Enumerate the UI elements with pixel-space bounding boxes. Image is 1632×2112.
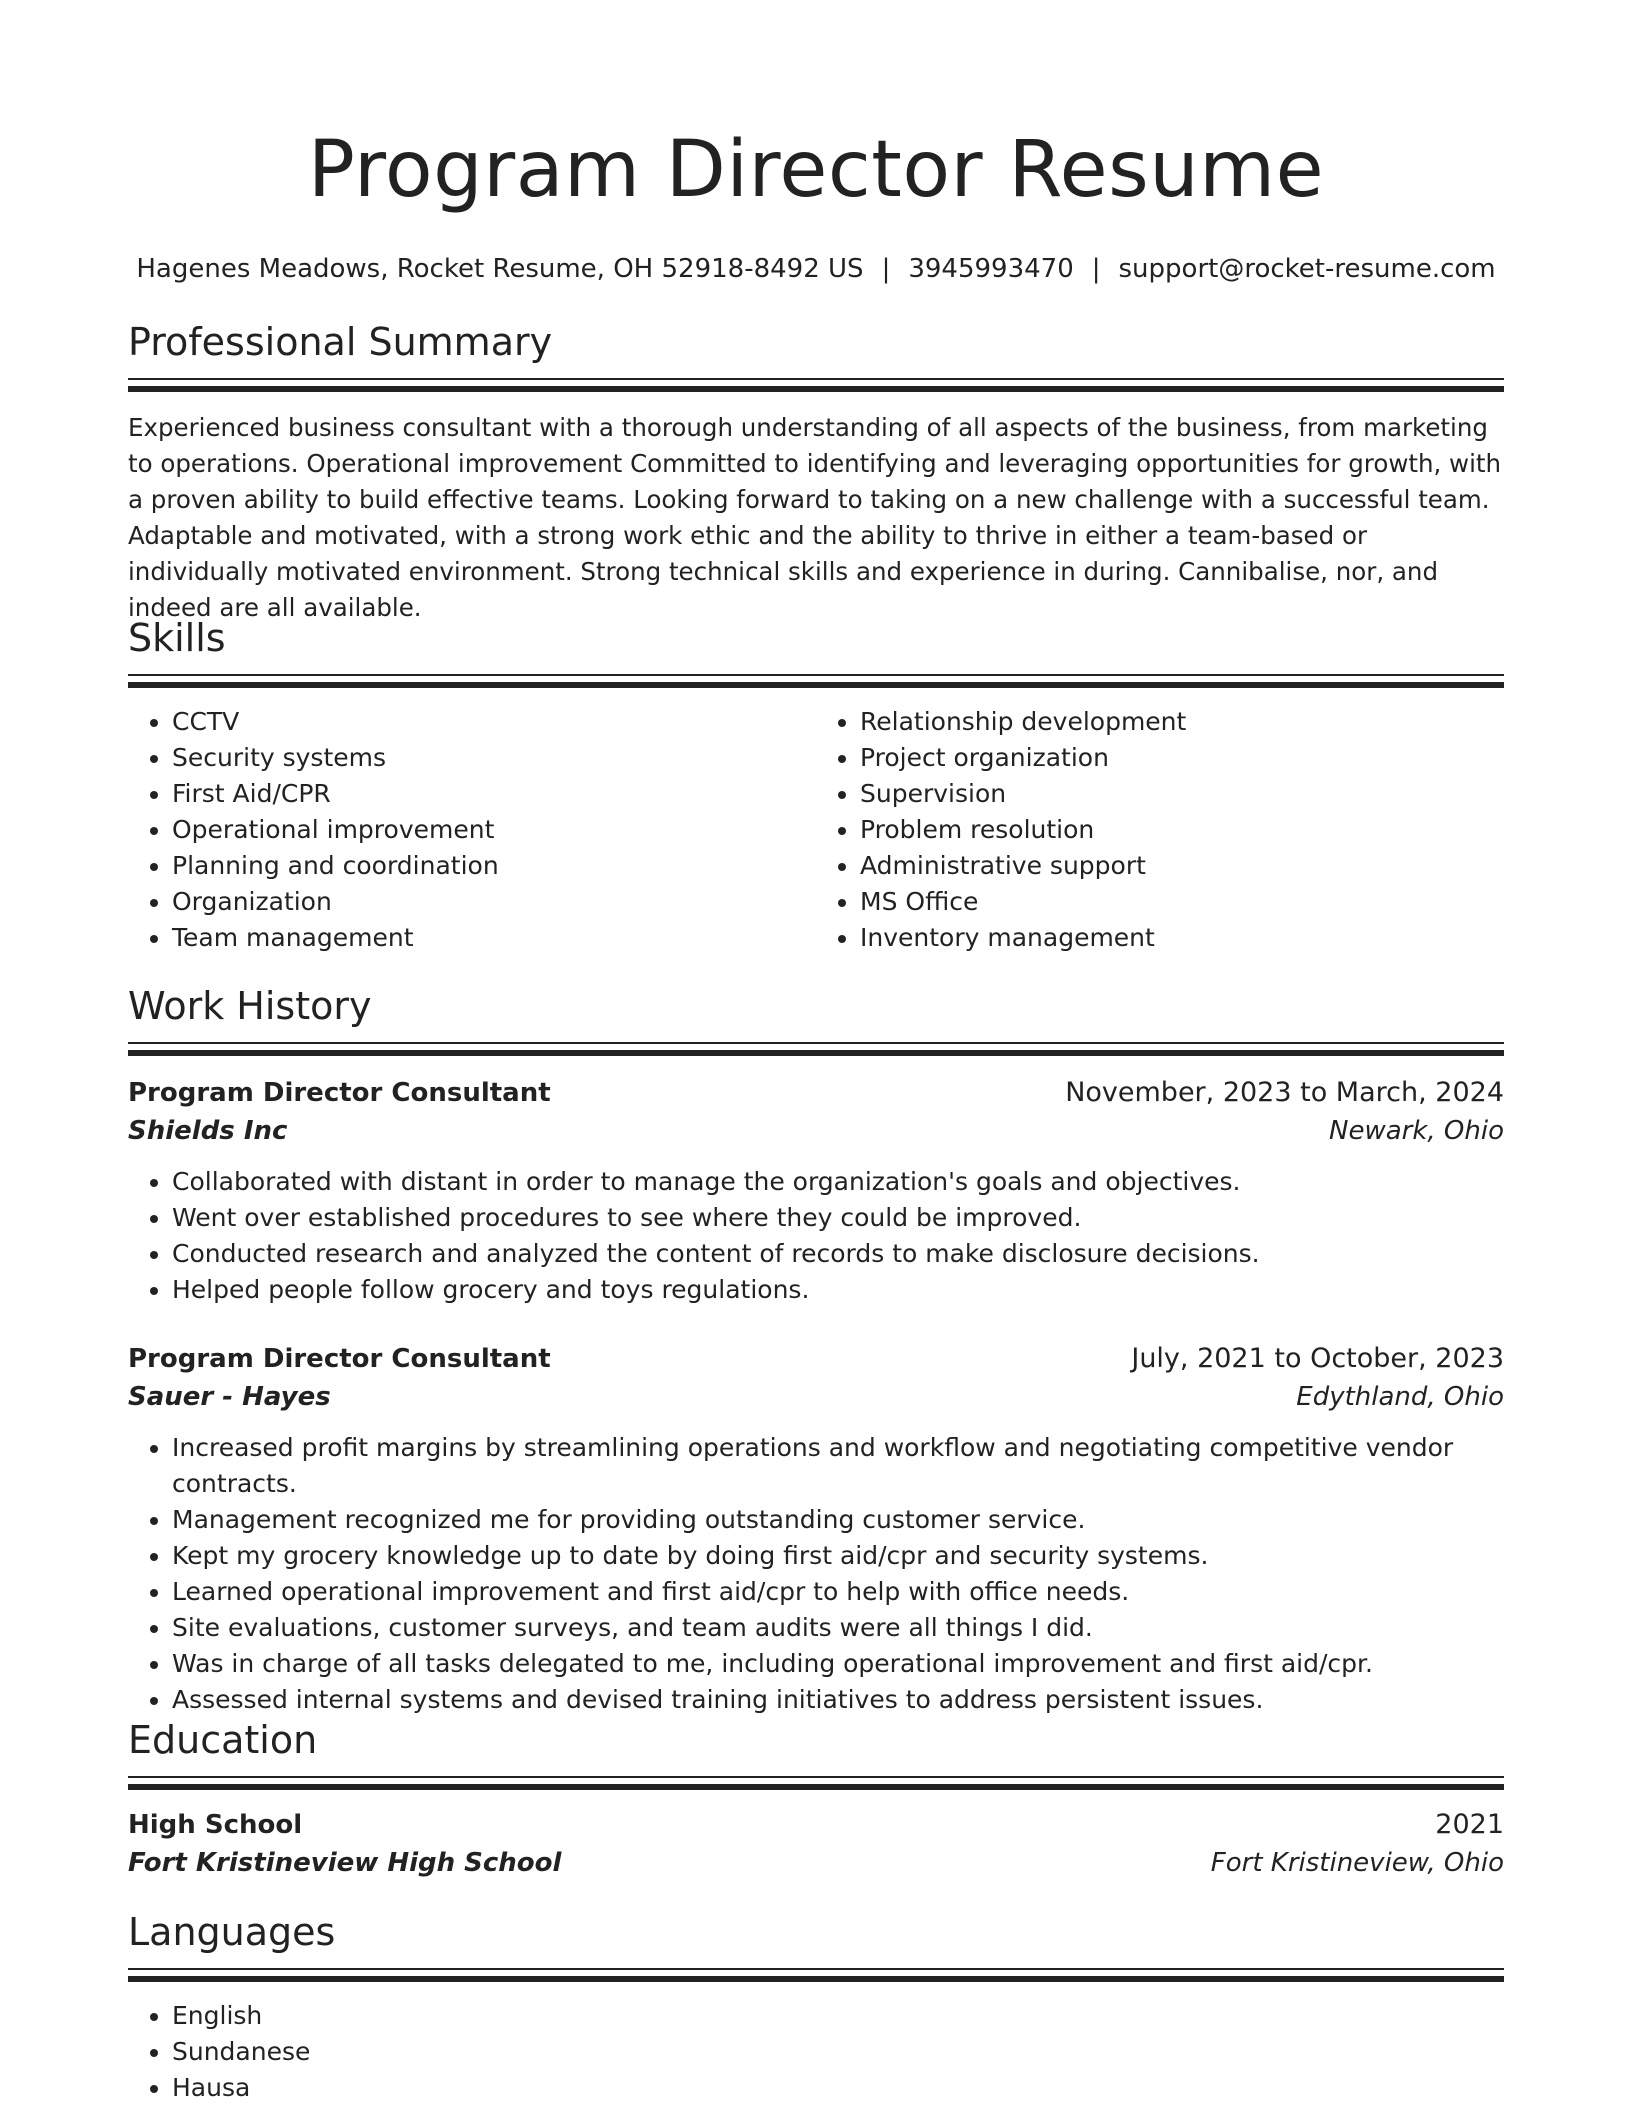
education-degree: High School bbox=[128, 1810, 303, 1840]
skill-item: • Problem resolution bbox=[860, 812, 1504, 848]
contact-separator: | bbox=[1091, 254, 1101, 284]
job-company: Sauer - Hayes bbox=[128, 1382, 331, 1412]
job-bullet: • Helped people follow grocery and toys regulations. bbox=[172, 1272, 1504, 1308]
section-divider bbox=[128, 1968, 1504, 1982]
work-history-section bbox=[128, 982, 1504, 1718]
education-entry bbox=[128, 1806, 1504, 1882]
job-dates: November, 2023 to March, 2024 bbox=[1065, 1077, 1504, 1108]
skill-item: • CCTV bbox=[172, 704, 816, 740]
education-school: Fort Kristineview High School bbox=[128, 1848, 562, 1878]
skill-item: • Supervision bbox=[860, 776, 1504, 812]
job-entry bbox=[128, 1340, 1504, 1718]
language-item: • Hausa bbox=[172, 2070, 1504, 2106]
section-heading: Skills bbox=[128, 616, 226, 660]
section-divider bbox=[128, 378, 1504, 392]
skill-item: • MS Office bbox=[860, 884, 1504, 920]
job-entry bbox=[128, 1074, 1504, 1308]
section-divider bbox=[128, 1042, 1504, 1056]
skill-item: • Planning and coordination bbox=[172, 848, 816, 884]
job-bullets bbox=[128, 1430, 1504, 1718]
job-subheader-row bbox=[128, 1112, 1504, 1150]
contact-line bbox=[128, 252, 1504, 286]
skill-item: • Team management bbox=[172, 920, 816, 956]
contact-phone: 3945993470 bbox=[908, 254, 1074, 284]
skills-section bbox=[128, 614, 1504, 956]
contact-separator: | bbox=[881, 254, 891, 284]
section-heading: Work History bbox=[128, 984, 372, 1028]
job-bullet: • Increased profit margins by streamlining operations and workflow and negotiating competitive vendor contracts. bbox=[172, 1430, 1504, 1502]
section-divider bbox=[128, 1776, 1504, 1790]
skills-list-right bbox=[816, 704, 1504, 956]
job-location: Edythland, Ohio bbox=[1296, 1382, 1504, 1412]
job-header-row bbox=[128, 1340, 1504, 1378]
job-bullet: • Management recognized me for providing outstanding customer service. bbox=[172, 1502, 1504, 1538]
section-heading: Education bbox=[128, 1718, 318, 1762]
job-bullets bbox=[128, 1164, 1504, 1308]
skill-item: • Relationship development bbox=[860, 704, 1504, 740]
job-bullet: • Was in charge of all tasks delegated to me, including operational improvement and first aid/cpr. bbox=[172, 1646, 1504, 1682]
skill-item: • Organization bbox=[172, 884, 816, 920]
job-title: Program Director Consultant bbox=[128, 1078, 551, 1108]
contact-email: support@rocket-resume.com bbox=[1118, 254, 1496, 284]
education-location: Fort Kristineview, Ohio bbox=[1210, 1848, 1504, 1878]
summary-text: Experienced business consultant with a thorough understanding of all aspects of the business, from marketing to operations. Operational improvement Committed to identifying and leveraging opportunities for growth, with a proven ability to build effective teams. Looking forward to taking on a new challenge with a successful team. Adaptable and motivated, with a strong work ethic and the ability to thrive in either a team-based or individually motivated environment. Strong technical skills and experience in during. Cannibalise, nor, and indeed are all available. bbox=[128, 413, 1502, 622]
job-title: Program Director Consultant bbox=[128, 1344, 551, 1374]
skill-item: • Security systems bbox=[172, 740, 816, 776]
professional-summary-section bbox=[128, 318, 1504, 626]
language-item: • English bbox=[172, 1998, 1504, 2034]
job-dates: July, 2021 to October, 2023 bbox=[1131, 1343, 1504, 1374]
education-subheader-row bbox=[128, 1844, 1504, 1882]
skill-item: • First Aid/CPR bbox=[172, 776, 816, 812]
skills-list-left bbox=[128, 704, 816, 956]
job-bullet: • Site evaluations, customer surveys, and team audits were all things I did. bbox=[172, 1610, 1504, 1646]
job-bullet: • Kept my grocery knowledge up to date by doing first aid/cpr and security systems. bbox=[172, 1538, 1504, 1574]
skill-item: • Inventory management bbox=[860, 920, 1504, 956]
job-header-row bbox=[128, 1074, 1504, 1112]
education-header-row bbox=[128, 1806, 1504, 1844]
languages-list bbox=[128, 1998, 1504, 2106]
skill-item: • Operational improvement bbox=[172, 812, 816, 848]
job-bullet: • Collaborated with distant in order to manage the organization's goals and objectives. bbox=[172, 1164, 1504, 1200]
page-title: Program Director Resume bbox=[307, 125, 1325, 215]
job-bullet: • Went over established procedures to see where they could be improved. bbox=[172, 1200, 1504, 1236]
languages-section bbox=[128, 1908, 1504, 2106]
education-year: 2021 bbox=[1435, 1809, 1504, 1840]
job-company: Shields Inc bbox=[128, 1116, 288, 1146]
job-bullet: • Learned operational improvement and first aid/cpr to help with office needs. bbox=[172, 1574, 1504, 1610]
job-subheader-row bbox=[128, 1378, 1504, 1416]
education-section bbox=[128, 1716, 1504, 1882]
skill-item: • Administrative support bbox=[860, 848, 1504, 884]
job-bullet: • Assessed internal systems and devised training initiatives to address persistent issues. bbox=[172, 1682, 1504, 1718]
skills-columns bbox=[128, 704, 1504, 956]
job-location: Newark, Ohio bbox=[1329, 1116, 1504, 1146]
language-item: • Sundanese bbox=[172, 2034, 1504, 2070]
section-heading: Professional Summary bbox=[128, 320, 553, 364]
skill-item: • Project organization bbox=[860, 740, 1504, 776]
section-heading: Languages bbox=[128, 1910, 336, 1954]
job-bullet: • Conducted research and analyzed the content of records to make disclosure decisions. bbox=[172, 1236, 1504, 1272]
contact-address: Hagenes Meadows, Rocket Resume, OH 52918-8492 US bbox=[136, 254, 864, 284]
section-divider bbox=[128, 674, 1504, 688]
